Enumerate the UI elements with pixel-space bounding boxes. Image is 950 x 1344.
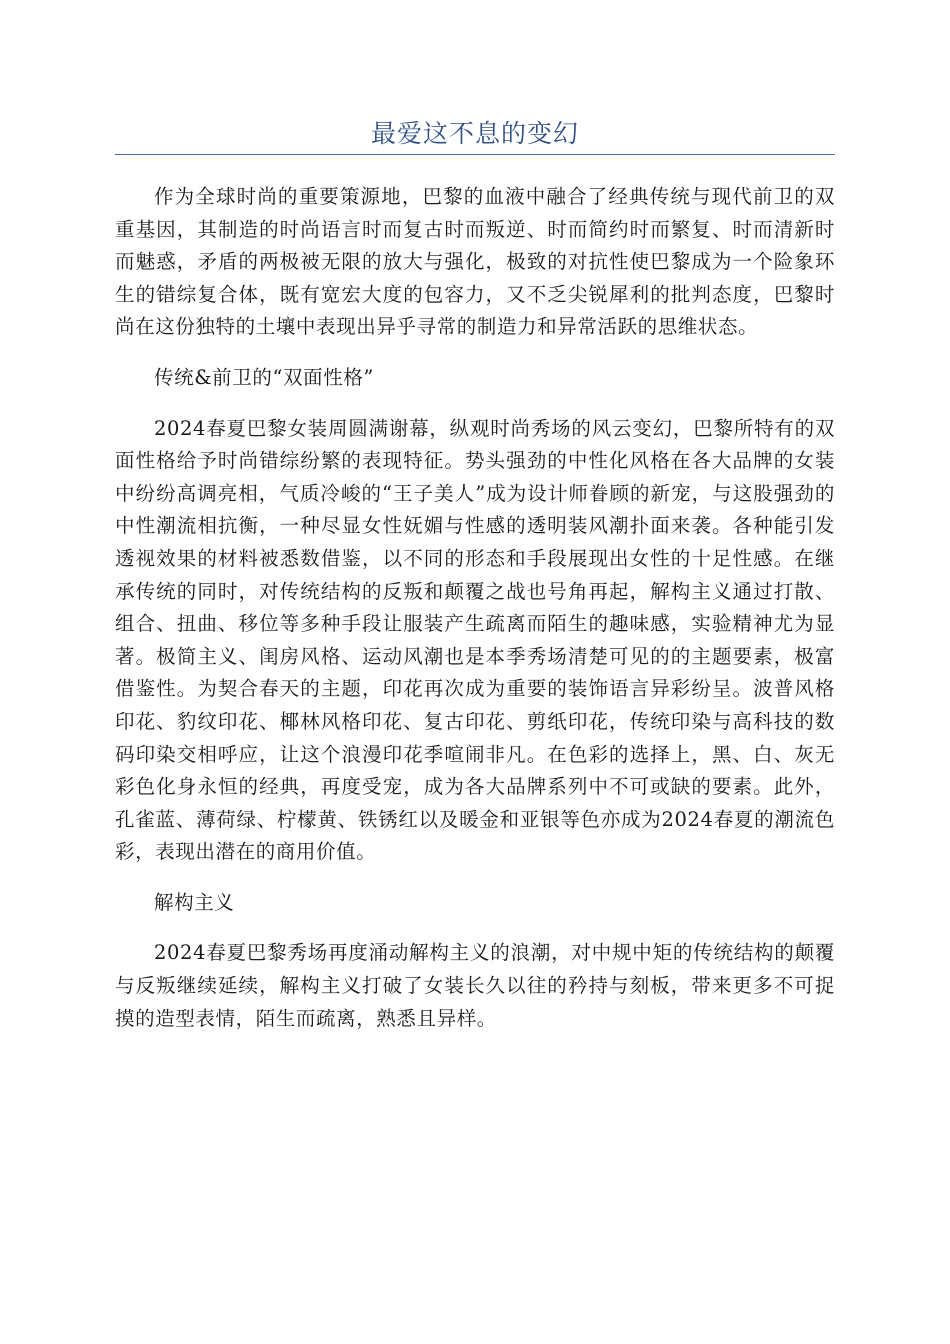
season-overview-paragraph: 2024春夏巴黎女装周圆满谢幕，纵观时尚秀场的风云变幻，巴黎所特有的双面性格给予时尚错综纷繁的表现特征。势头强劲的中性化风格在各大品牌的女装中纷纷高调亮相，气质冷峻的“王子美人”成为设计师眷顾的新宠，与这股强劲的中性潮流相抗衡，一种尽显女性妩媚与性感的透明装风潮扑面来袭。各种能引发透视效果的材料被悉数借鉴，以不同的形态和手段展现出女性的十足性感。在继承传统的同时，对传统结构的反叛和颠覆之战也号角再起，解构主义通过打散、组合、扭曲、移位等多种手段让服装产生疏离而陌生的趣味感，实验精神尤为显著。极简主义、闺房风格、运动风潮也是本季秀场清楚可见的的主题要素，极富借鉴性。为契合春天的主题，印花再次成为重要的装饰语言异彩纷呈。波普风格印花、豹纹印花、椰林风格印花、复古印花、剪纸印花，传统印染与高科技的数码印染交相呼应，让这个浪漫印花季喧闹非凡。在色彩的选择上，黑、白、灰无彩色化身永恒的经典，再度受宠，成为各大品牌系列中不可或缺的要素。此外，孔雀蓝、薄荷绿、柠檬黄、铁锈红以及暖金和亚银等色亦成为2024春夏的潮流色彩，表现出潜在的商用价值。 [115,416,835,864]
section-heading-dual-character: 传统&前卫的“双面性格” [154,365,374,389]
intro-paragraph: 作为全球时尚的重要策源地，巴黎的血液中融合了经典传统与现代前卫的双重基因，其制造的时尚语言时而复古时而叛逆、时而简约时而繁复、时而清新时而魅惑，矛盾的两极被无限的放大与强化，极致的对抗性使巴黎成为一个险象环生的错综复合体，既有宽宏大度的包容力，又不乏尖锐犀利的批判态度，巴黎时尚在这份独特的土壤中表现出异乎寻常的制造力和异常活跃的思维状态。 [115,185,835,339]
document-title: 最爱这不息的变幻 [370,119,579,148]
section-heading-deconstruction: 解构主义 [154,890,235,914]
deconstruction-paragraph: 2024春夏巴黎秀场再度涌动解构主义的浪潮，对中规中矩的传统结构的颠覆与反叛继续延续，解构主义打破了女装长久以往的矜持与刻板，带来更多不可捉摸的造型表情，陌生而疏离，熟悉且异样。 [115,941,835,1030]
title-underline [115,154,835,155]
document-page [115,0,835,1035]
